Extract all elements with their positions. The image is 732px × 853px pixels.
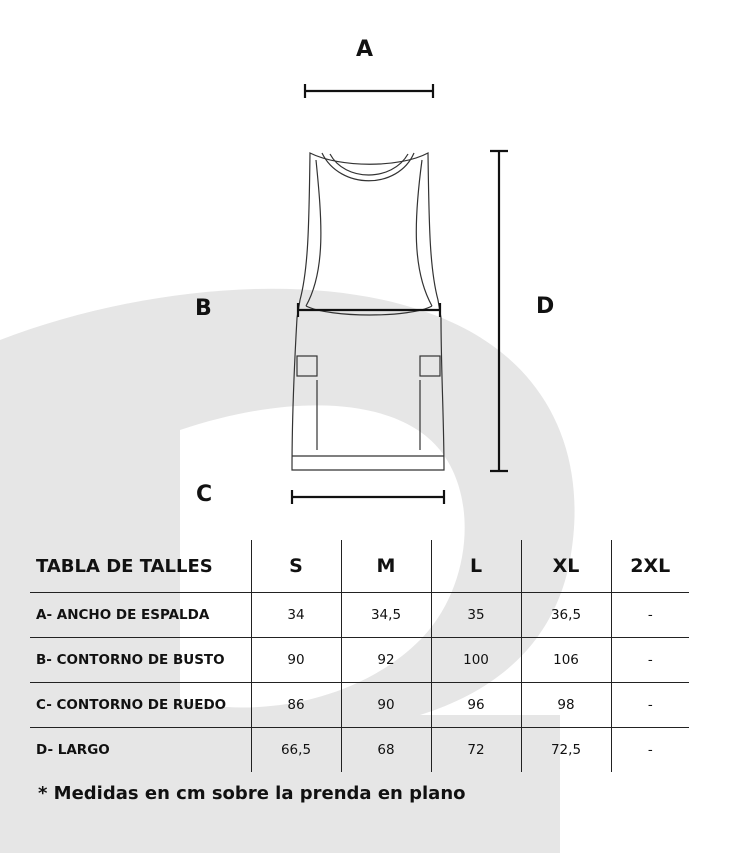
table-cell: 34 xyxy=(251,593,341,638)
footnote: * Medidas en cm sobre la prenda en plano xyxy=(38,783,466,804)
dimension-label-a: A xyxy=(356,37,374,62)
table-row xyxy=(30,638,689,683)
table-cell: - xyxy=(611,638,689,683)
table-title: TABLA DE TALLES xyxy=(36,555,213,577)
row-label: D- LARGO xyxy=(30,728,251,773)
tank-top-outline xyxy=(292,153,444,470)
table-cell: - xyxy=(611,728,689,773)
table-cell: 100 xyxy=(431,638,521,683)
table-cell: 86 xyxy=(251,683,341,728)
row-label: A- ANCHO DE ESPALDA xyxy=(30,593,251,638)
table-cell: 36,5 xyxy=(521,593,611,638)
table-cell: - xyxy=(611,683,689,728)
table-cell: 90 xyxy=(251,638,341,683)
row-label: C- CONTORNO DE RUEDO xyxy=(30,683,251,728)
size-header: L xyxy=(431,540,521,593)
size-header: 2XL xyxy=(611,540,689,593)
table-cell: 72 xyxy=(431,728,521,773)
size-header: S xyxy=(251,540,341,593)
dimension-label-c: C xyxy=(196,482,213,507)
table-cell: 106 xyxy=(521,638,611,683)
table-cell: 96 xyxy=(431,683,521,728)
table-cell: 68 xyxy=(341,728,431,773)
table-header-row xyxy=(30,540,689,593)
dimension-label-d: D xyxy=(536,294,555,319)
table-cell: 98 xyxy=(521,683,611,728)
table-cell: 90 xyxy=(341,683,431,728)
table-cell: - xyxy=(611,593,689,638)
table-row xyxy=(30,593,689,638)
table-cell: 34,5 xyxy=(341,593,431,638)
table-cell: 66,5 xyxy=(251,728,341,773)
size-header: XL xyxy=(521,540,611,593)
measure-lines xyxy=(292,84,508,504)
table-cell: 72,5 xyxy=(521,728,611,773)
table-cell: 92 xyxy=(341,638,431,683)
row-label: B- CONTORNO DE BUSTO xyxy=(30,638,251,683)
table-cell: 35 xyxy=(431,593,521,638)
table-row xyxy=(30,683,689,728)
dimension-label-b: B xyxy=(195,296,212,321)
size-table xyxy=(30,540,689,772)
size-header: M xyxy=(341,540,431,593)
table-row xyxy=(30,728,689,773)
